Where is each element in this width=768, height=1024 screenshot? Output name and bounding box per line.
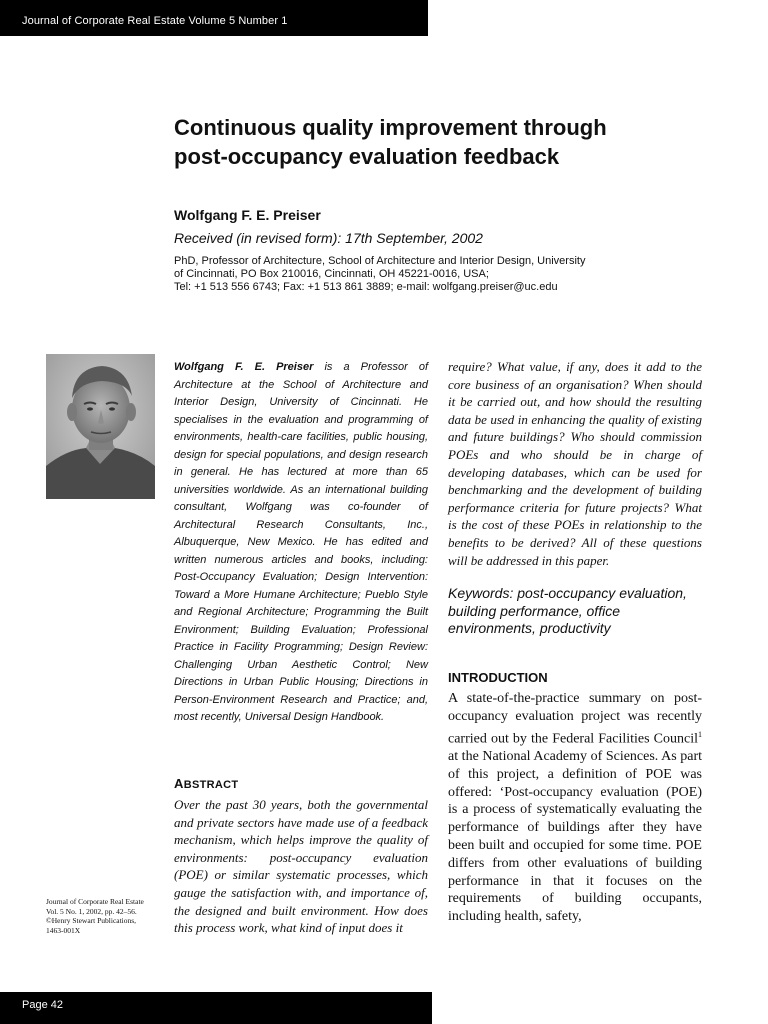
- affiliation-line-2: of Cincinnati, PO Box 210016, Cincinnati, OH 45221-0016, USA;: [174, 268, 489, 280]
- intro-text-part-1: A state-of-the-practice summary on post-occupancy evaluation project was recently carried out by the Federal Facilities Council: [448, 691, 702, 747]
- introduction-heading: INTRODUCTION: [448, 670, 548, 685]
- journal-line: Journal of Corporate Real Estate Volume 5 Number 1: [22, 15, 288, 27]
- abstract-text-col1: Over the past 30 years, both the governmental and private sectors have made use of a feedback mechanism, which helps improve the quality of environments: post-occupancy evaluation (POE) or similar systematic processes, which gauge the satisfaction with, and importance of, the designed and built environment. How does this process work, what kind of input does it: [174, 797, 428, 936]
- abstract-text-col2: require? What value, if any, does it add to the core business of an organisation? When should it be carried out, and how should the resulting data be used in enhancing the quality of existing and future buildings? Who should commission POEs and who should be in charge of developing databases, which can be used for benchmarking and the development of building performance criteria for future projects? What is the cost of these POEs in relationship to the benefits to be derived? All of these questions will be addressed in this paper.: [448, 359, 702, 568]
- citation-sidenote: [46, 897, 166, 935]
- journal-header-bar: [0, 0, 428, 36]
- sidenote-line-4: 1463-001X: [46, 925, 81, 935]
- author-bio: [174, 359, 428, 727]
- footnote-reference[interactable]: 1: [698, 729, 702, 739]
- intro-text-part-2: at the National Academy of Sciences. As part of this project, a definition of POE was offered: ‘Post-occupancy evaluation (POE) is a process of systematically evaluating the performance of buildings after they have been built and occupied for some time. POE differs from other evaluations of building performance in that it focuses on the requirements of building occupants, including health, safety,: [448, 749, 702, 925]
- author-name: Wolfgang F. E. Preiser: [174, 207, 321, 223]
- affiliation-line-3: Tel: +1 513 556 6743; Fax: +1 513 861 3889; e-mail: wolfgang.preiser@uc.edu: [174, 281, 558, 293]
- author-photo: [46, 354, 155, 499]
- bio-text: is a Professor of Architecture at the School of Architecture and Interior Design, University of Cincinnati. He specialises in the evaluation and programming of environments, health-care facilities, public housing, design for special populations, and design research in general. He has lectured at more than 65 universities worldwide. As an international building consultant, Wolfgang was co-founder of Architectural Research Consultants, Inc., Albuquerque, New Mexico. He has edited and written numerous articles and books, including: Post-Occupancy Evaluation; Design Intervention: Toward a More Humane Architecture; Pueblo Style and Regional Architecture; Programming the Built Environment; Building Evaluation; Professional Practice in Facility Programming; Design Review: Challenging Urban Aesthetic Control; New Directions in Urban Public Housing; Directions in Person-Environment Research and Practice; and, most recently, Universal Design Handbook.: [174, 361, 428, 723]
- keywords: Keywords: post-occupancy evaluation, building performance, office environments, productivity: [448, 585, 687, 636]
- author-portrait-image: [46, 354, 155, 499]
- sidenote-line-3: ©Henry Stewart Publications,: [46, 916, 137, 925]
- author-affiliation: [174, 255, 694, 294]
- abstract-heading: [174, 776, 238, 791]
- sidenote-line-2: Vol. 5 No. 1, 2002, pp. 42–56.: [46, 906, 137, 916]
- page-number: Page 42: [22, 999, 63, 1011]
- affiliation-line-1: PhD, Professor of Architecture, School of Architecture and Interior Design, University: [174, 255, 586, 267]
- page-footer-bar: [0, 992, 432, 1024]
- abstract-heading-initial: A: [174, 776, 184, 791]
- sidenote-line-1: Journal of Corporate Real Estate: [46, 897, 144, 906]
- title-line-2: post-occupancy evaluation feedback: [174, 144, 560, 169]
- title-line-1: Continuous quality improvement through: [174, 115, 607, 140]
- received-date: Received (in revised form): 17th September, 2002: [174, 230, 483, 246]
- bio-author-name: Wolfgang F. E. Preiser: [174, 361, 314, 373]
- article-title: [174, 113, 694, 171]
- introduction-text: [448, 690, 702, 926]
- abstract-heading-rest: BSTRACT: [183, 779, 239, 791]
- bio-column: [174, 359, 428, 727]
